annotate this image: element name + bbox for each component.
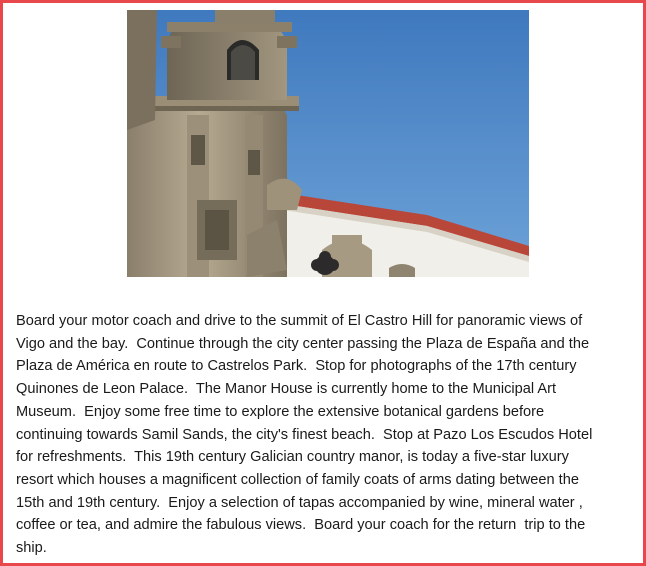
description-line: for refreshments. This 19th century Galician country manor, is today a five-star luxury (16, 449, 569, 466)
description-line: ship. (16, 540, 47, 557)
description-line: Plaza de América en route to Castrelos Park. Stop for photographs of the 17th century (16, 358, 577, 375)
excursion-description (16, 310, 638, 560)
description-line: 15th and 19th century. Enjoy a selection of tapas accompanied by wine, mineral water , (16, 494, 583, 511)
description-line: Board your motor coach and drive to the summit of El Castro Hill for panoramic views of (16, 313, 583, 329)
church-tower-photo (127, 10, 529, 277)
description-line: Vigo and the bay. Continue through the city center passing the Plaza de España and the (16, 335, 590, 352)
description-line: coffee or tea, and admire the fabulous views. Board your coach for the return trip to the (16, 517, 586, 534)
description-line: Quinones de Leon Palace. The Manor House is currently home to the Municipal Art (16, 381, 556, 398)
description-line: Museum. Enjoy some free time to explore the extensive botanical gardens before (16, 403, 545, 420)
description-line: continuing towards Samil Sands, the city's finest beach. Stop at Pazo Los Escudos Hotel (16, 426, 593, 443)
description-line: resort which houses a magnificent collection of family coats of arms dating between the (16, 471, 579, 488)
